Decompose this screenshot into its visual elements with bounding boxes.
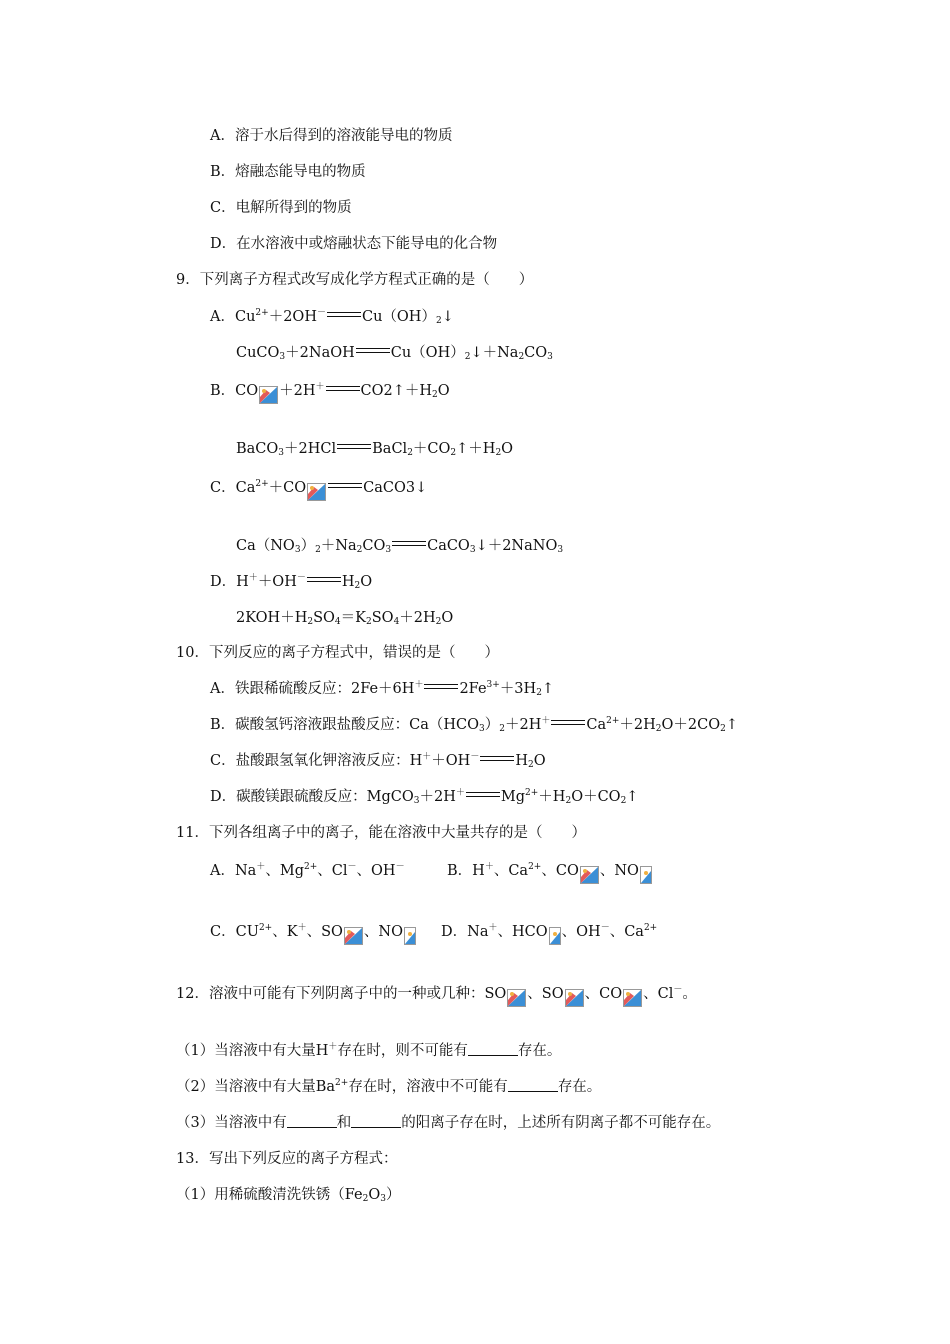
q8-option-b: B．熔融态能导电的物质 <box>210 164 366 180</box>
q9-d-ionic: D．H＋＋OH－ $H_2O$ <box>210 573 373 591</box>
q9-d-chemical: $2KOH+H_2SO_4=K_2SO_4+2H_2O$ <box>236 610 454 627</box>
q9-a-ionic: A．$Cu^{2+}+2OH^-$ $Cu(OH)_2↓$ <box>210 308 454 326</box>
q11-option-c: C．$CU^{2+}$、K＋、SO 、NO <box>210 922 417 945</box>
q11-option-d: D．Na＋、HCO 、OH－、$Ca^{2+}$ <box>441 922 657 945</box>
q8-option-d: D．在水溶液中或熔融状态下能导电的化合物 <box>210 236 498 252</box>
q9-a-chemical: CuCO$_3$＋2NaOH $Cu(OH)_2↓+Na_2CO_3$ <box>236 345 553 362</box>
missing-image-icon <box>344 927 363 945</box>
q9-c-chemical: $Ca(NO_3)_2+Na_2CO_3$ CaCO$_3$↓＋2NaNO$_3$ <box>236 538 564 555</box>
q11-option-a: A．Na＋、$Mg^{2+}$、Cl－、OH－ <box>210 862 405 879</box>
q9-b-chemical: BaCO$_3$＋2HCl $BaCl_2+CO_2↑+H_2O$ <box>236 441 514 458</box>
answer-blank[interactable] <box>468 1041 518 1056</box>
q12-part-3: （3）当溶液中有 和 的阳离子存在时，上述所有阴离子都不可能存在。 <box>176 1115 721 1131</box>
q10-option-d: D．碳酸镁跟硫酸反应：MgCO$_3$＋2H＋ $Mg^{2+}+H_2O+CO_2↑$ <box>210 788 639 806</box>
q11-stem: 11．下列各组离子中的离子，能在溶液中大量共存的是（ ） <box>176 825 586 841</box>
q13-part-1: （1）用稀硫酸清洗铁锈$(Fe_2O_3)$ <box>176 1187 401 1204</box>
answer-blank[interactable] <box>287 1113 337 1128</box>
answer-blank[interactable] <box>351 1113 401 1128</box>
missing-image-icon <box>404 927 416 945</box>
q11-option-b: B．H＋、$Ca^{2+}$、CO 、NO <box>447 861 653 884</box>
q8-option-c: C．电解所得到的物质 <box>210 200 352 216</box>
q13-stem: 13．写出下列反应的离子方程式： <box>176 1151 398 1167</box>
q10-option-c: C．盐酸跟氢氧化钾溶液反应：H＋＋OH－ $H_2O$ <box>210 752 546 770</box>
q9-stem: 9．下列离子方程式改写成化学方程式正确的是（ ） <box>176 272 534 288</box>
q8-option-a: A．溶于水后得到的溶液能导电的物质 <box>210 128 453 144</box>
q9-c-ionic: C．$Ca^{2+}+CO$ CaCO3↓ <box>210 478 427 501</box>
q10-option-b: B．碳酸氢钙溶液跟盐酸反应：$Ca(HCO_3)_2+2H^+$ $Ca^{2+}+2H_2O+2CO_2↑$ <box>210 716 739 734</box>
missing-image-icon <box>549 927 561 945</box>
missing-image-icon <box>507 989 526 1007</box>
q10-option-a: A．铁跟稀硫酸反应：2Fe＋6H＋ $2Fe^{3+}+3H_2↑$ <box>210 680 555 698</box>
missing-image-icon <box>640 866 652 884</box>
answer-blank[interactable] <box>508 1077 558 1092</box>
q12-stem: 12．溶液中可能有下列阴离子中的一种或几种：SO 、SO 、CO 、Cl－。 <box>176 984 697 1007</box>
missing-image-icon <box>259 386 278 404</box>
q12-part-2: （2）当溶液中有大量$Ba^{2+}$存在时，溶液中不可能有 存在。 <box>176 1078 602 1095</box>
q10-stem: 10．下列反应的离子方程式中，错误的是（ ） <box>176 645 499 661</box>
missing-image-icon <box>580 866 599 884</box>
q12-part-1: （1）当溶液中有大量H＋存在时，则不可能有 存在。 <box>176 1042 562 1059</box>
q9-b-ionic: B．CO ＋2H＋ $CO2↑+H_2O$ <box>210 381 450 404</box>
missing-image-icon <box>565 989 584 1007</box>
missing-image-icon <box>623 989 642 1007</box>
missing-image-icon <box>307 483 326 501</box>
